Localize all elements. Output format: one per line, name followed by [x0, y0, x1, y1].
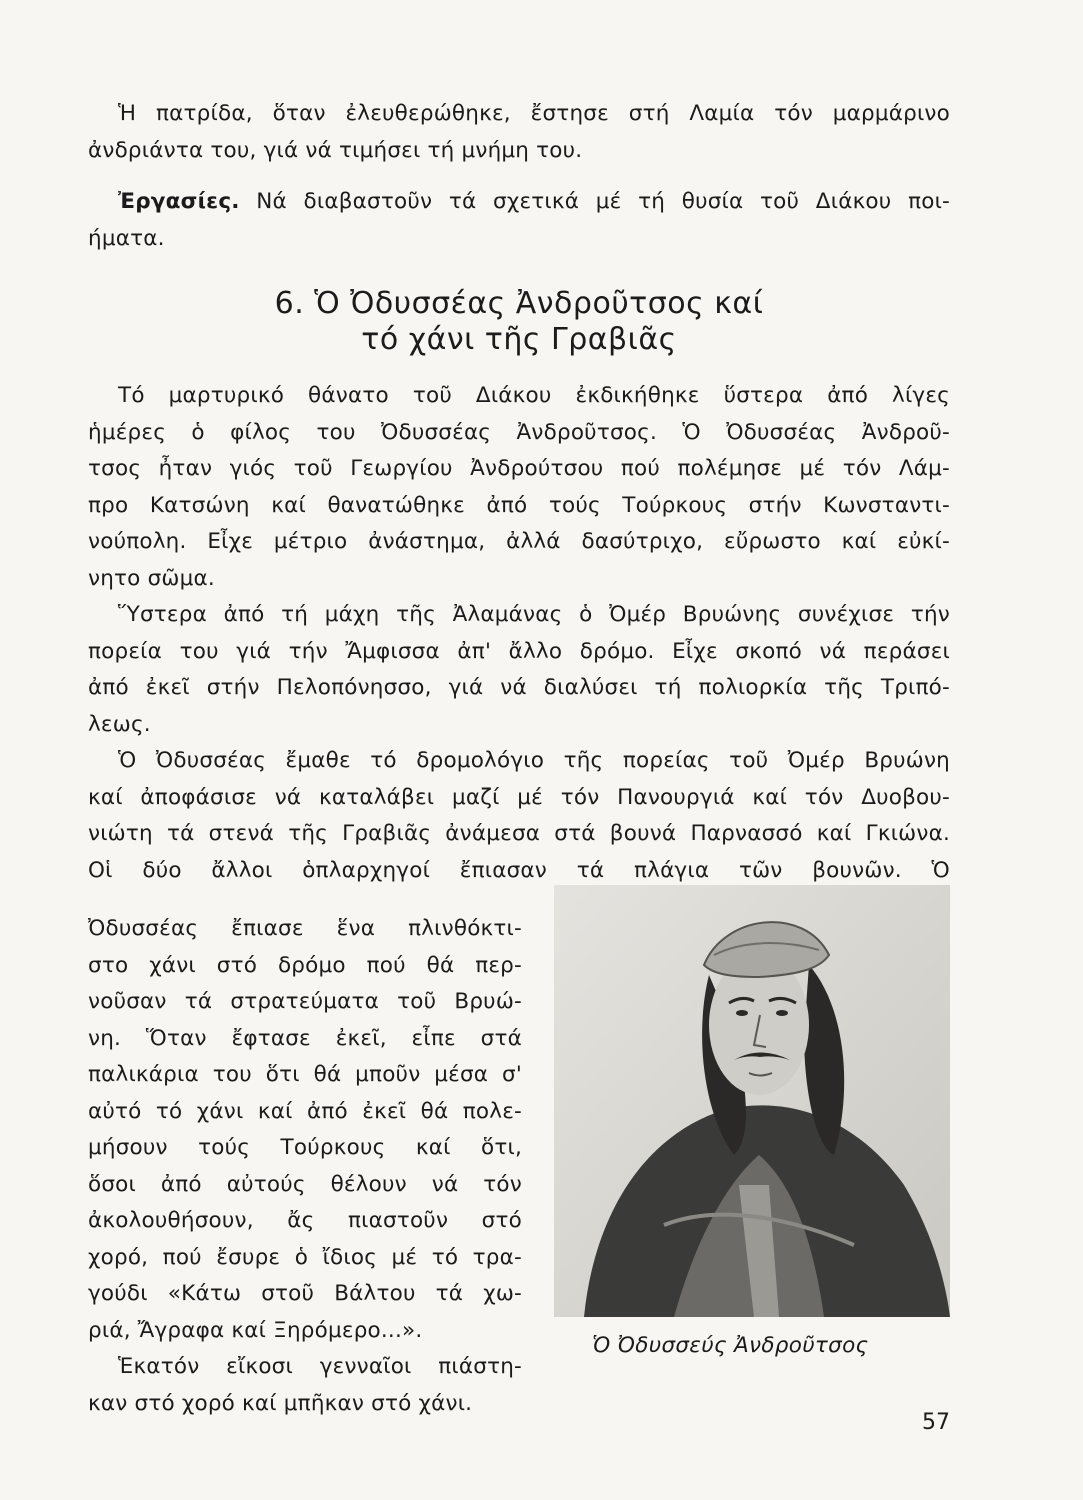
body-line: λεως.: [88, 711, 151, 737]
body-narrow-column: [88, 911, 522, 1422]
body-line: νητο σῶμα.: [88, 565, 215, 591]
body-line: ἡμέρες ὁ φίλος του Ὀδυσσέας Ἀνδροῦτσος. Ὁ Ὀδυσσέας Ἀνδροῦ-: [88, 419, 950, 445]
body-line: ἀκολουθήσουν, ἄς πιαστοῦν στό: [88, 1208, 522, 1233]
body-line: νοῦσαν τά στρατεύματα τοῦ Βρυώ-: [88, 989, 522, 1014]
body-line: Ὁ Ὀδυσσέας ἔμαθε τό δρομολόγιο τῆς πορείας τοῦ Ὀμέρ Βρυώνη: [118, 748, 950, 773]
body-line: στο χάνι στό δρόμο πού θά περ-: [88, 952, 522, 978]
section-title-line: 6. Ὁ Ὀδυσσέας Ἀνδροῦτσος καί: [274, 286, 764, 321]
body-line: καν στό χορό καί μπῆκαν στό χάνι.: [88, 1390, 473, 1416]
intro-line: Ἡ πατρίδα, ὅταν ἐλευθερώθηκε, ἔστησε στή Λαμία τόν μαρμάρινο: [118, 101, 950, 126]
page-number: 57: [922, 1410, 950, 1435]
portrait-drawing: [554, 885, 950, 1317]
exercises-text: Νά διαβαστοῦν τά σχετικά μέ τή θυσία τοῦ Διάκου ποι-: [239, 189, 950, 214]
portrait-image: [554, 885, 950, 1317]
section-title-line: τό χάνι τῆς Γραβιᾶς: [361, 322, 677, 357]
body-line: παλικάρια του ὅτι θά μποῦν μέσα σ': [88, 1062, 522, 1087]
body-line: γούδι «Κάτω στοῦ Βάλτου τά χω-: [88, 1281, 522, 1306]
body-line: Τό μαρτυρικό θάνατο τοῦ Διάκου ἐκδικήθηκε ὕστερα ἀπό λίγες: [118, 383, 950, 408]
body-line: Ὀδυσσέας ἔπιασε ἕνα πλινθόκτι-: [88, 916, 522, 941]
body-line: Ὕστερα ἀπό τή μάχη τῆς Ἀλαμάνας ὁ Ὀμέρ Βρυώνης συνέχισε τήν: [118, 602, 950, 627]
body-line: μήσουν τούς Τούρκους καί ὅτι,: [88, 1135, 522, 1160]
body-line: ὅσοι ἀπό αὐτούς θέλουν νά τόν: [88, 1171, 522, 1197]
exercises-line: [88, 184, 950, 221]
portrait-eye-right: [776, 1010, 788, 1016]
body-line: χορό, πού ἔσυρε ὁ ἴδιος μέ τό τρα-: [88, 1244, 522, 1270]
portrait-caption: Ὁ Ὀδυσσεύς Ἀνδροῦτσος: [592, 1333, 869, 1358]
body-line: αὐτό τό χάνι καί ἀπό ἐκεῖ θά πολε-: [88, 1098, 522, 1124]
exercises-label: Ἐργασίες.: [118, 189, 240, 214]
body-line: ἀπό ἐκεῖ στήν Πελοπόνησσο, γιά νά διαλύσει τή πολιορκία τῆς Τριπό-: [88, 675, 950, 700]
intro-line: ἀνδριάντα του, γιά νά τιμήσει τή μνήμη του.: [88, 137, 583, 163]
body-line: νούπολη. Εἶχε μέτριο ἀνάστημα, ἀλλά δασύτριχο, εὔρωστο καί εὐκί-: [88, 529, 950, 554]
body-line: προ Κατσώνη καί θανατώθηκε ἀπό τούς Τούρκους στήν Κωνσταντι-: [88, 492, 950, 518]
exercises-line: ήματα.: [88, 225, 165, 251]
body-line: Ἑκατόν εἴκοσι γενναῖοι πιάστη-: [118, 1354, 522, 1379]
body-line: τσος ἦταν γιός τοῦ Γεωργίου Ἀνδρούτσου πού πολέμησε μέ τόν Λάμ-: [88, 456, 950, 481]
body-line: καί ἀποφάσισε νά καταλάβει μαζί μέ τόν Πανουργιά καί τόν Δυοβου-: [88, 784, 950, 810]
section-title: [88, 286, 950, 358]
body-paragraphs: [88, 378, 950, 889]
body-line: νιώτη τά στενά τῆς Γραβιᾶς ἀνάμεσα στά βουνά Παρνασσό καί Γκιώνα.: [88, 821, 950, 846]
body-line: Οἱ δύο ἄλλοι ὁπλαρχηγοί ἔπιασαν τά πλάγια τῶν βουνῶν. Ὁ: [88, 857, 950, 883]
exercises-paragraph: [88, 184, 950, 257]
body-line: ριά, Ἄγραφα καί Ξηρόμερο...».: [88, 1317, 423, 1343]
body-line: νη. Ὅταν ἔφτασε ἐκεῖ, εἶπε στά: [88, 1025, 522, 1051]
portrait-eye-left: [736, 1010, 748, 1016]
intro-paragraph: [88, 96, 950, 169]
body-line: πορεία του γιά τήν Ἄμφισσα ἀπ' ἄλλο δρόμο. Εἶχε σκοπό νά περάσει: [88, 638, 950, 664]
